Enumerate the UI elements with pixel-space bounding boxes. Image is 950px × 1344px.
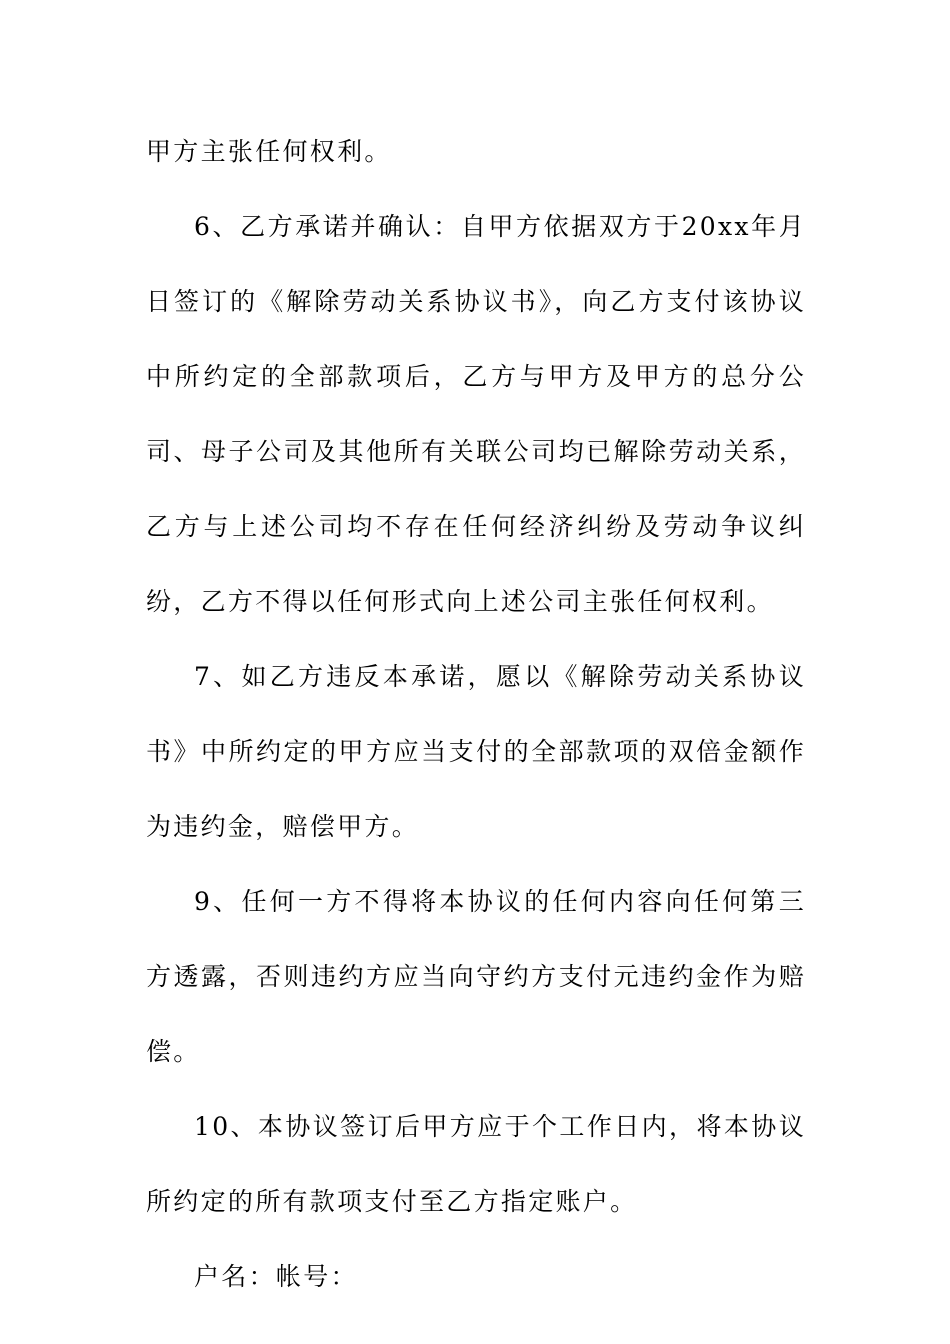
paragraph-clause-9: 9、任何一方不得将本协议的任何内容向任何第三方透露，否则违约方应当向守约方支付元违约金作为赔偿。 [146, 887, 806, 1066]
paragraph-account-info: 户名：帐号： [194, 1262, 358, 1291]
paragraph-continuation: 甲方主张任何权利。 [146, 137, 392, 166]
document-body [146, 114, 806, 1314]
paragraph-clause-10: 10、本协议签订后甲方应于个工作日内，将本协议所约定的所有款项支付至乙方指定账户。 [146, 1112, 806, 1216]
paragraph-clause-6: 6、乙方承诺并确认：自甲方依据双方于20xx年月日签订的《解除劳动关系协议书》，向乙方支付该协议中所约定的全部款项后，乙方与甲方及甲方的总分公司、母子公司及其他所有关联公司均已解除劳动关系，乙方与上述公司均不存在任何经济纠纷及劳动争议纠纷，乙方不得以任何形式向上述公司主张任何权利。 [146, 212, 806, 616]
paragraph-clause-7: 7、如乙方违反本承诺，愿以《解除劳动关系协议书》中所约定的甲方应当支付的全部款项的双倍金额作为违约金，赔偿甲方。 [146, 662, 806, 841]
